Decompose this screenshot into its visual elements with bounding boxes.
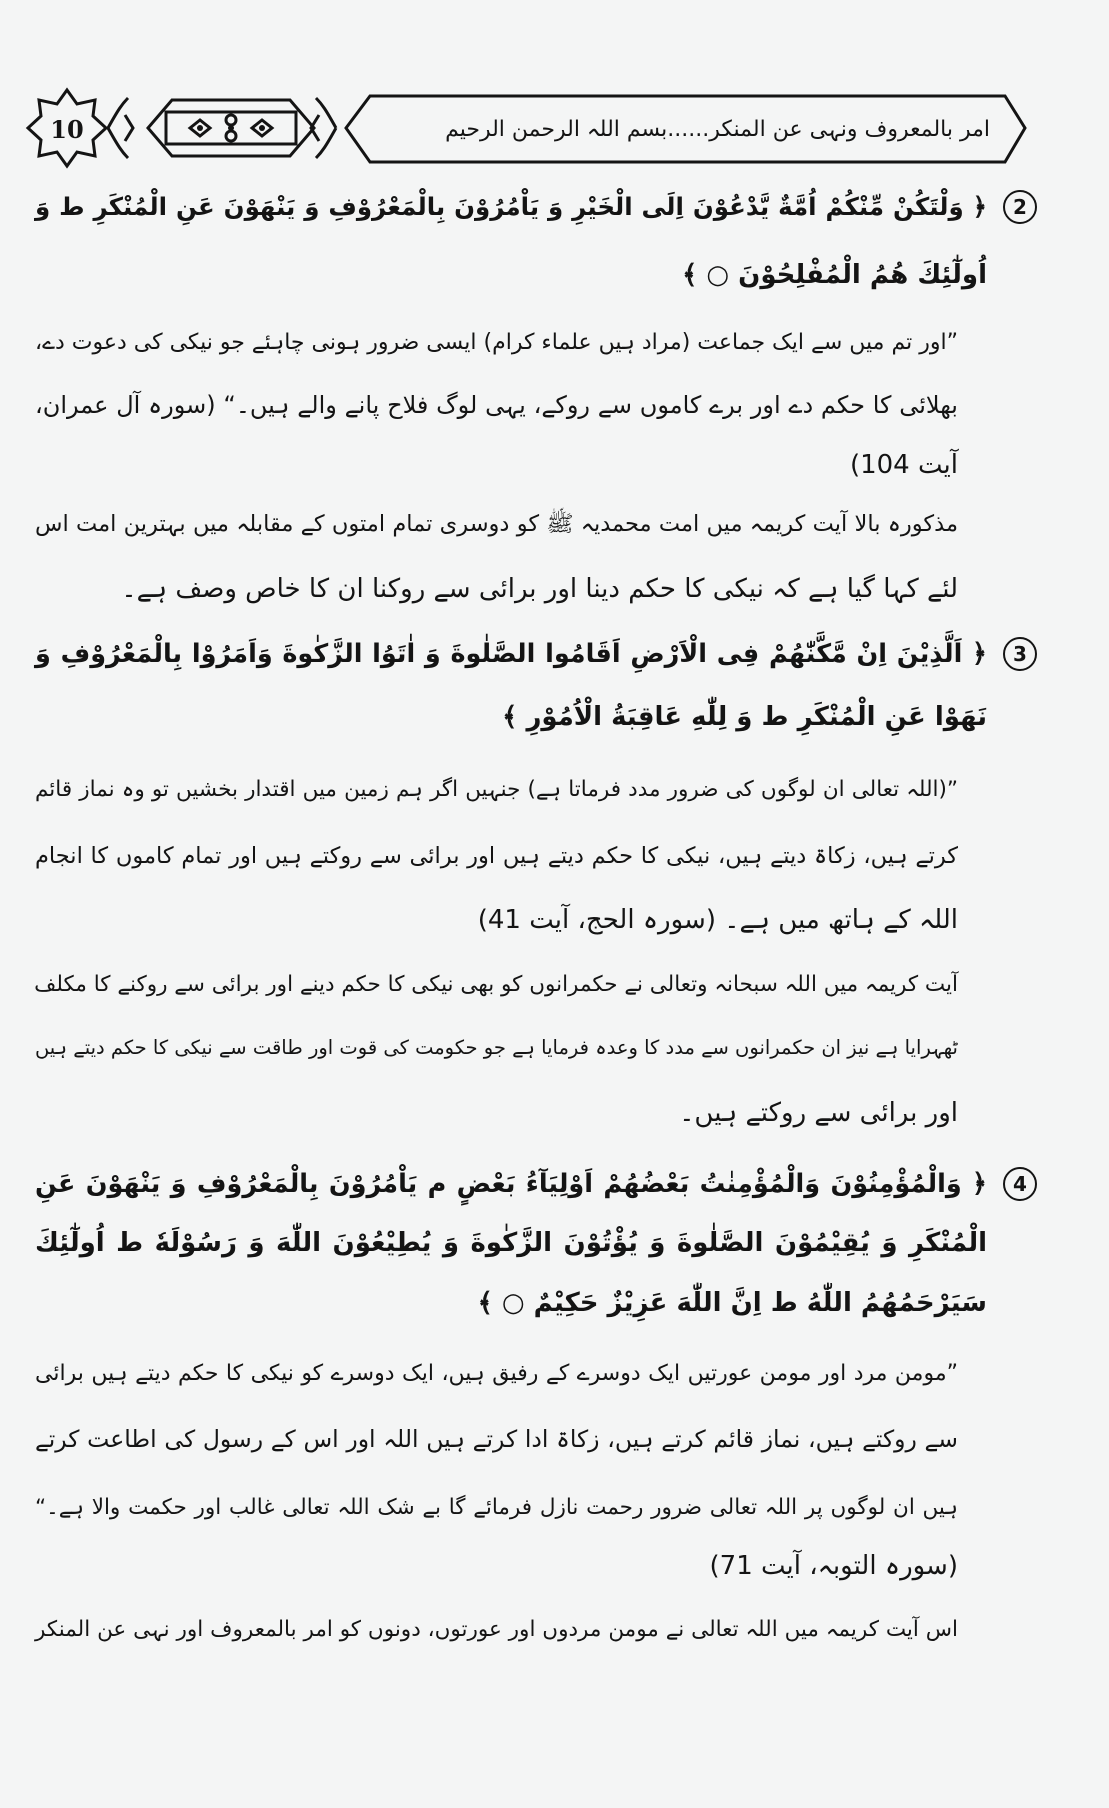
- translation-line: بھلائی کا حکم دے اور برے کاموں سے روکے، یہی لوگ فلاح پانے والے ہیں۔“ (سورہ آل عمران،: [35, 391, 958, 419]
- verse-number-badge: 2: [1003, 190, 1037, 224]
- commentary-line: اور برائی سے روکتے ہیں۔: [679, 1098, 958, 1128]
- commentary-line: مذکورہ بالا آیت کریمہ میں امت محمدیہ ﷺ کو دوسری تمام امتوں کے مقابلہ میں بہترین امت اس: [35, 511, 958, 537]
- verse-number-badge: 3: [1003, 637, 1037, 671]
- quran-verse-line: نَهَوْا عَنِ الْمُنْكَرِ ط وَ لِلّٰهِ عَاقِبَةُ الْاُمُوْرِ ﴾: [502, 702, 987, 732]
- translation-line: اللہ کے ہاتھ میں ہے۔ (سورہ الحج، آیت 41): [477, 905, 958, 935]
- commentary-line: اس آیت کریمہ میں اللہ تعالی نے مومن مردوں اور عورتوں، دونوں کو امر بالمعروف اور نہی عن المنکر: [35, 1617, 958, 1642]
- citation-line: (سورہ التوبہ، آیت 71): [709, 1551, 958, 1581]
- translation-line: ہیں ان لوگوں پر اللہ تعالی ضرور رحمت نازل فرمائے گا بے شک اللہ تعالی غالب اور حکمت والا ہے۔“: [35, 1495, 958, 1520]
- quran-verse-line: سَيَرْحَمُهُمُ اللّٰهُ ط اِنَّ اللّٰهَ عَزِيْزٌ حَكِيْمٌ ○ ﴾: [477, 1288, 987, 1318]
- ornament-left-flourish: [108, 98, 133, 158]
- running-title: امر بالمعروف ونہی عن المنکر......بسم اللہ الرحمن الرحیم: [445, 117, 990, 142]
- verse-number-badge: 4: [1003, 1167, 1037, 1201]
- citation-line: آیت 104): [849, 450, 958, 480]
- quran-verse-line: ﴿ وَلْتَكُنْ مِّنْكُمْ اُمَّةٌ يَّدْعُوْنَ اِلَى الْخَيْرِ وَ يَاْمُرُوْنَ بِالْمَعْرُوْفِ وَ يَنْهَوْنَ عَنِ الْمُنْكَرِ ط وَ: [35, 192, 987, 221]
- commentary-line: ٹھہرایا ہے نیز ان حکمرانوں سے مدد کا وعدہ فرمایا ہے جو حکومت کی قوت اور طاقت سے نیکی کا حکم دیتے ہیں: [34, 1036, 958, 1059]
- quran-verse-line: ﴿ وَالْمُؤْمِنُوْنَ وَالْمُؤْمِنٰتُ بَعْضُهُمْ اَوْلِيَآءُ بَعْضٍ م يَاْمُرُوْنَ بِالْمَعْرُوْفِ وَ يَنْهَوْنَ عَنِ: [35, 1169, 987, 1199]
- page-number: 10: [50, 115, 84, 144]
- translation-line: کرتے ہیں، زکاۃ دیتے ہیں، نیکی کا حکم دیتے ہیں اور برائی سے روکتے ہیں اور تمام کاموں کا انجام: [35, 843, 958, 869]
- translation-line: ”(اللہ تعالی ان لوگوں کی ضرور مدد فرماتا ہے) جنہیں اگر ہم زمین میں اقتدار بخشیں تو وہ نماز قائم: [35, 777, 958, 802]
- translation-line: ”مومن مرد اور مومن عورتیں ایک دوسرے کے رفیق ہیں، ایک دوسرے کو نیکی کا حکم دیتے ہیں برائی: [35, 1361, 958, 1386]
- quran-verse-line: ﴿ اَلَّذِيْنَ اِنْ مَّكَّنّٰهُمْ فِى الْاَرْضِ اَقَامُوا الصَّلٰوةَ وَ اٰتَوُا الزَّكٰوةَ وَاَمَرُوْا بِالْمَعْرُوْفِ وَ: [35, 639, 987, 669]
- header-ornament: [0, 0, 1109, 180]
- commentary-line: آیت کریمہ میں اللہ سبحانہ وتعالی نے حکمرانوں کو بھی نیکی کا حکم دینے اور برائی سے روکنے کا مکلف: [34, 972, 958, 997]
- quran-verse-line: اُولٰٓئِكَ هُمُ الْمُفْلِحُوْنَ ○ ﴾: [682, 260, 987, 290]
- translation-line: ”اور تم میں سے ایک جماعت (مراد ہیں علماء کرام) ایسی ضرور ہونی چاہئے جو نیکی کی دعوت دے،: [35, 330, 958, 355]
- quran-verse-line: الْمُنْكَرِ وَ يُقِيْمُوْنَ الصَّلٰوةَ وَ يُؤْتُوْنَ الزَّكٰوةَ وَ يُطِيْعُوْنَ اللّٰهَ وَ رَسُوْلَهٗ ط اُولٰٓئِكَ: [35, 1228, 987, 1258]
- commentary-line: لئے کہا گیا ہے کہ نیکی کا حکم دینا اور برائی سے روکنا ان کا خاص وصف ہے۔: [121, 574, 958, 604]
- translation-line: سے روکتے ہیں، نماز قائم کرتے ہیں، زکاۃ ادا کرتے ہیں اللہ اور اس کے رسول کی اطاعت کرتے: [35, 1425, 958, 1453]
